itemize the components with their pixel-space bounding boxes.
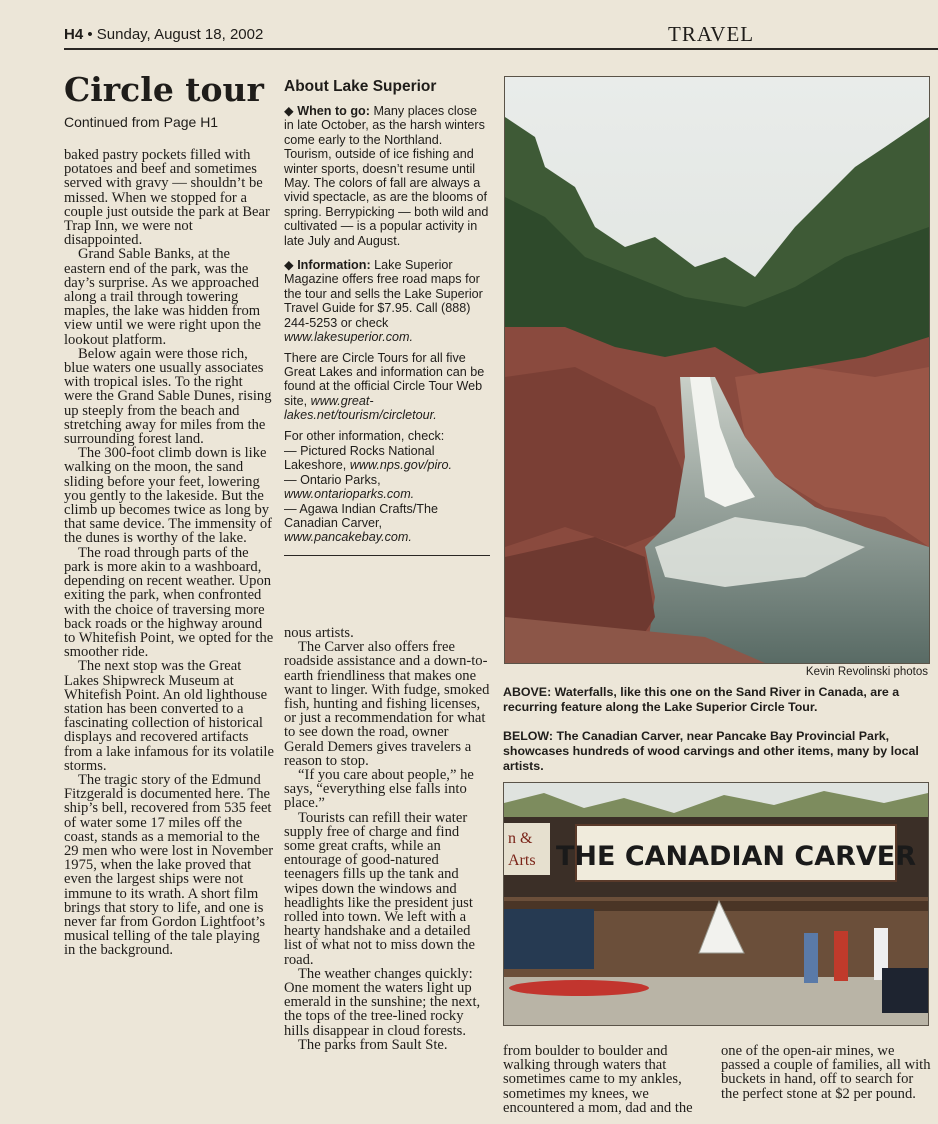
photo-caption-above: ABOVE: Waterfalls, like this one on the Sand River in Canada, are a recurring feature along the Lake Superior Circle Tour.	[503, 685, 900, 714]
story-paragraph: The tragic story of the Edmund Fitzgerald is documented here. The ship’s bell, recovered from 535 feet of water some 17 miles off the coast, stands as a memorial to the 29 men who were lost in November 1975, when the lake proved that even the largest ships were not immune to its wrath. A short film brings that story to life, and one is never far from Gordon Lightfoot’s musical telling of the tale playing in the background.	[64, 771, 274, 959]
sign-fragment-1: n &	[508, 830, 533, 847]
sidebar-link-url: www.ontarioparks.com.	[284, 487, 415, 502]
sidebar-about-lake-superior	[284, 78, 490, 556]
diamond-bullet-icon: ◆	[284, 258, 294, 273]
circle-url: www.great-lakes.net/tourism/circletour.	[284, 393, 437, 423]
story-paragraph: The road through parts of the park is more akin to a washboard, depending on recent weather. Upon exiting the park, when confronted with the choice of traversing more back roads or the highway around to Whitefish Point, we opted for the smoother ride.	[64, 544, 274, 661]
info-url: www.lakesuperior.com.	[284, 330, 414, 345]
story-column-3	[503, 1044, 711, 1115]
story-column-1	[64, 148, 274, 958]
story-paragraph: Tourists can refill their water supply free of charge and find some great crafts, while an entourage of good-natured teenagers fills up the tank and wipes down the windows and headlights like the president just rolled into town. We left with a hearty handshake and a detailed list of what not to miss down the road.	[284, 809, 475, 968]
story-paragraph: from boulder to boulder and walking through waters that sometimes came to my ankles, sometimes my knees, we encountered a mom, dad and the	[503, 1043, 693, 1116]
sign-fragment-2: Arts	[508, 852, 536, 869]
sidebar-link-name: — Pictured Rocks National Lakeshore,	[284, 443, 435, 473]
story-paragraph: one of the open-air mines, we passed a couple of families, all with buckets in hand, off to search for the perfect stone at $2 per pound.	[721, 1043, 931, 1102]
store-sign-text: THE CANADIAN CARVER	[555, 841, 917, 872]
photo-credit: Kevin Revolinski photos	[805, 666, 928, 678]
info-label: Information:	[297, 258, 371, 273]
jump-line: Continued from Page H1	[64, 114, 219, 130]
folio-bullet: •	[87, 26, 93, 43]
sidebar-link-name: — Agawa Indian Crafts/The Canadian Carver,	[284, 501, 439, 530]
sidebar-bottom-rule	[284, 555, 490, 556]
section-name: TRAVEL	[668, 22, 755, 46]
canadian-carver-photo	[503, 782, 929, 1026]
story-paragraph: The next stop was the Great Lakes Shipwreck Museum at Whitefish Point. An old lighthouse station has been converted to a fascinating collection of historical displays and recovered artifacts from a lake infamous for its volatile storms.	[64, 658, 274, 774]
circle-text: There are Circle Tours for all five Great Lakes and information can be found at the official Circle Tour Web site,	[284, 350, 485, 408]
page-number: H4	[64, 26, 84, 43]
sidebar-link-item	[284, 444, 490, 473]
sidebar-link-item	[284, 502, 490, 545]
when-text: Many places close in late October, as the harsh winters come early to the Northland. Tourism, outside of ice fishing and winter sports, doesn’t resume until May. The colors of fall are always a vivid spectacle, as are the blooms of spring. Berrypicking — both wild and cultivated — is a popular activity in late July and August.	[284, 104, 489, 248]
sidebar-when-to-go	[284, 104, 490, 248]
sidebar-circle-tours	[284, 351, 490, 423]
sidebar-link-url: www.nps.gov/piro.	[349, 458, 453, 473]
story-paragraph: The parks from Sault Ste.	[298, 1036, 448, 1053]
sidebar-information	[284, 258, 490, 344]
sidebar-link-list	[284, 444, 490, 545]
story-paragraph: “If you care about people,” he says, “everything else falls into place.”	[284, 767, 474, 812]
waterfall-photo-image	[505, 77, 929, 663]
story-paragraph: The weather changes quickly: One moment the waters light up emerald in the sunshine; the next, the tops of the tree-lined rocky hills disappear in cloud forests.	[284, 965, 481, 1039]
story-headline: Circle tour	[64, 70, 264, 109]
sidebar-link-item	[284, 473, 490, 502]
story-paragraph: nous artists.	[284, 625, 354, 641]
story-paragraph: Grand Sable Banks, at the eastern end of the park, was the day’s surprise. As we approached along a trail through towering maples, the lake was hidden from view until we were right upon the lookout platform.	[64, 246, 261, 348]
sidebar-link-url: www.pancakebay.com.	[284, 530, 412, 545]
page-header	[64, 22, 938, 50]
story-column-4	[721, 1044, 931, 1101]
page-date: Sunday, August 18, 2002	[96, 26, 264, 43]
story-paragraph: baked pastry pockets filled with potatoes and beef and sometimes served with gravy — shouldn’t be missed. When we stopped for a couple just outside the park at Bear Trap Inn, we were not disappointed.	[64, 147, 270, 249]
sidebar-title: About Lake Superior	[284, 78, 437, 95]
info-text: Lake Superior Magazine offers free road maps for the tour and sells the Lake Superior Travel Guide for $7.95. Call (888) 244-5253 or check	[284, 258, 483, 330]
sidebar-link-name: — Ontario Parks,	[284, 472, 381, 487]
story-paragraph: Below again were those rich, blue waters one usually associates with tropical isles. To the right were the Grand Sable Dunes, rising up steeply from the beach and stretching away for miles from the surrounding forest land.	[64, 345, 272, 448]
photo-caption-below: BELOW: The Canadian Carver, near Pancake Bay Provincial Park, showcases hundreds of wood carvings and other items, many by local artists.	[503, 729, 919, 773]
when-label: When to go:	[297, 104, 370, 118]
sidebar-other-info: For other information, check:	[284, 428, 445, 443]
diamond-bullet-icon: ◆	[284, 104, 294, 118]
story-column-2	[284, 626, 490, 1052]
canadian-carver-photo-image	[504, 783, 928, 1025]
page-folio	[64, 26, 263, 43]
story-paragraph: The Carver also offers free roadside assistance and a down-to-earth friendliness that makes one want to linger. With fudge, smoked fish, hunting and fishing licenses, or just a recommendation for what to see down the road, owner Gerald Demers gives travelers a reason to stop.	[284, 639, 490, 769]
story-paragraph: The 300-foot climb down is like walking on the moon, the sand sliding before your feet, lowering you gently to the lakeside. But the climb up becomes twice as long by that same device. The immensity of the dunes is worthy of the lake.	[64, 445, 273, 547]
waterfall-photo	[504, 76, 930, 664]
